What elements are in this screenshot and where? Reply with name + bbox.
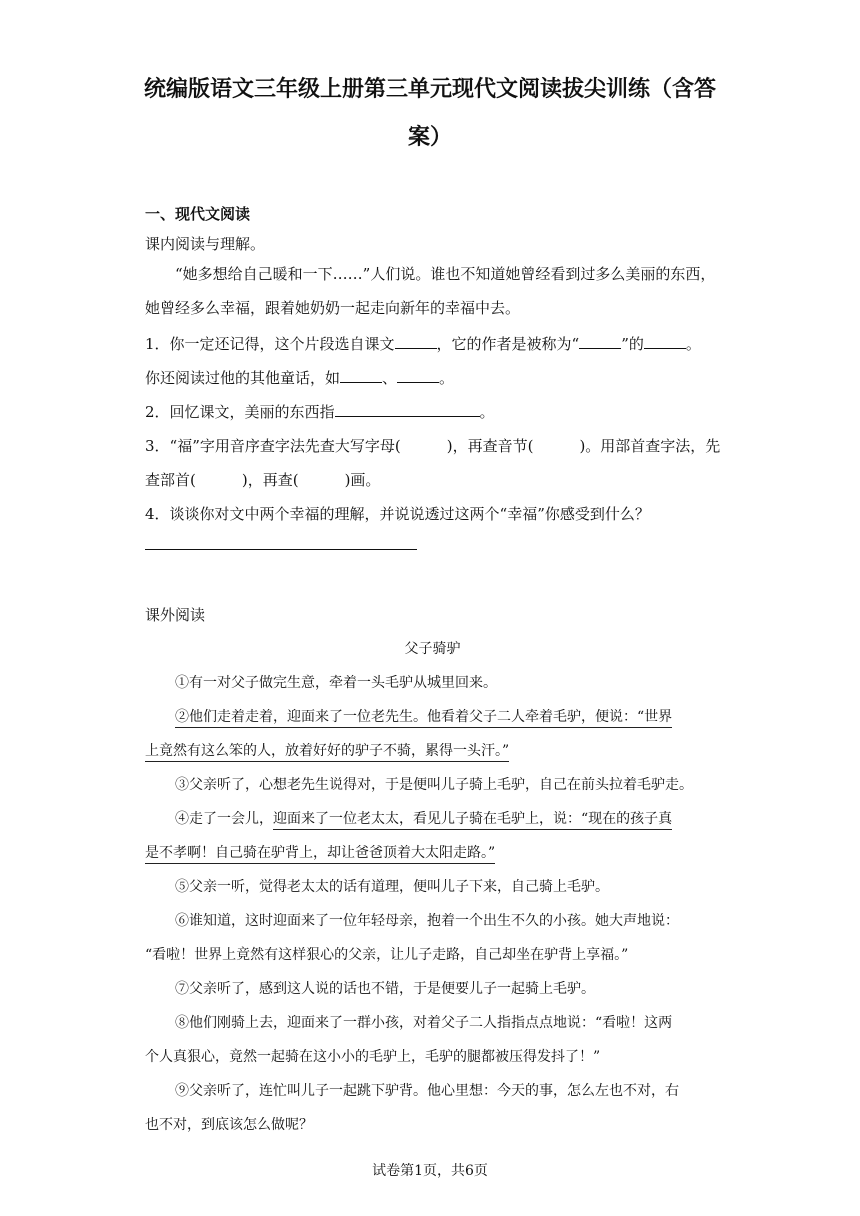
q1-text-a: 1．你一定还记得，这个片段选自课文: [145, 335, 395, 353]
question-1: [145, 333, 720, 354]
story-para-9: ⑨父亲听了，连忙叫儿子一起跳下驴背。他心里想：今天的事，怎么左也不对，右: [175, 1083, 679, 1099]
story-para-6: ⑥谁知道，这时迎面来了一位年轻母亲，抱着一个出生不久的小孩。她大声地说：: [175, 913, 679, 929]
story-para-9-cont: 也不对，到底该怎么做呢？: [145, 1117, 313, 1133]
story-para-2-cont-underlined: 上竟然有这么笨的人，放着好好的驴子不骑，累得一头汗。”: [145, 743, 509, 762]
story-para-4-cont-underlined: 是不孝啊！自己骑在驴背上，却让爸爸顶着大太阳走路。”: [145, 845, 495, 864]
q1-text-g: 。: [439, 369, 455, 387]
section-heading: 一、现代文阅读: [145, 205, 251, 223]
story-para-4-lead: ④走了一会儿，: [175, 811, 273, 827]
q1-blank-story-2[interactable]: [397, 368, 439, 383]
q1-blank-author[interactable]: [644, 334, 686, 349]
q2-blank[interactable]: [335, 402, 480, 417]
story-para-8-cont: 个人真狠心，竟然一起骑在这小小的毛驴上，毛驴的腿都被压得发抖了！”: [145, 1049, 601, 1065]
q3-text-a: 3．“福”字用音序查字法先查大写字母(: [145, 437, 401, 455]
story-para-7: ⑦父亲听了，感到这人说的话也不错，于是便要儿子一起骑上毛驴。: [175, 981, 595, 997]
q3-text-e: )，再查(: [241, 471, 299, 489]
q3-text-c: )。用部首查字法，先: [579, 437, 721, 455]
question-3: [145, 435, 720, 456]
intro-label: 课内阅读与理解。: [145, 235, 266, 253]
story-para-4-underlined: 迎面来了一位老太太，看见儿子骑在毛驴上，说：“现在的孩子真: [273, 811, 672, 830]
story-para-2: [145, 706, 750, 726]
story-para-2-underlined: ②他们走着走着，迎面来了一位老先生。他看着父子二人牵着毛驴，便说：“世界: [175, 709, 672, 728]
story-para-5: ⑤父亲一听，觉得老太太的话有道理，便叫儿子下来，自己骑上毛驴。: [175, 879, 609, 895]
q3-text-f: )画。: [344, 471, 381, 489]
story-para-8: ⑧他们刚骑上去，迎面来了一群小孩，对着父子二人指指点点地说：“看啦！这两: [175, 1015, 673, 1031]
title-line-2: 案）: [407, 125, 452, 150]
extra-reading-label: 课外阅读: [145, 606, 206, 624]
story-para-4: [145, 808, 750, 828]
q1-text-d: 。: [685, 335, 701, 353]
story-para-1: ①有一对父子做完生意，牵着一头毛驴从城里回来。: [175, 675, 497, 691]
question-1-cont: [145, 367, 720, 388]
title-line-1: 统编版语文三年级上册第三单元现代文阅读拔尖训练（含答: [143, 77, 716, 102]
q1-text-e: 你还阅读过他的其他童话，如: [145, 369, 341, 387]
document-title: [140, 66, 720, 162]
q4-answer-line[interactable]: [145, 549, 417, 550]
question-4: 4．谈谈你对文中两个幸福的理解，并说说透过这两个“幸福”你感受到什么？: [145, 505, 650, 523]
q2-text-a: 2．回忆课文，美丽的东西指: [145, 403, 335, 421]
q1-text-b: ，它的作者是被称为“: [436, 335, 580, 353]
story-para-6-cont: “看啦！世界上竟然有这样狠心的父亲，让儿子走路，自己却坐在驴背上享福。”: [145, 947, 629, 963]
q1-blank-story-1[interactable]: [340, 368, 382, 383]
q1-text-c: ”的: [621, 335, 644, 353]
q1-blank-title[interactable]: [395, 334, 437, 349]
q3-text-d: 查部首(: [145, 471, 196, 489]
q3-text-b: )，再查音节(: [446, 437, 534, 455]
passage-line-1: “她多想给自己暖和一下……”人们说。谁也不知道她曾经看到过多么美丽的东西，: [175, 265, 716, 283]
q1-blank-nickname[interactable]: [579, 334, 621, 349]
q2-text-b: 。: [479, 403, 495, 421]
story-para-4-cont: [145, 842, 720, 862]
passage-line-2: 她曾经多么幸福，跟着她奶奶一起走向新年的幸福中去。: [145, 299, 521, 317]
q1-text-f: 、: [382, 369, 398, 387]
story-para-3: ③父亲听了，心想老先生说得对，于是便叫儿子骑上毛驴，自己在前头拉着毛驴走。: [175, 777, 693, 793]
story-para-2-cont: [145, 740, 720, 760]
page-footer: 试卷第1页，共6页: [372, 1163, 488, 1179]
question-2: [145, 401, 720, 422]
question-3-cont: [145, 469, 720, 490]
story-title: 父子骑驴: [404, 641, 461, 657]
